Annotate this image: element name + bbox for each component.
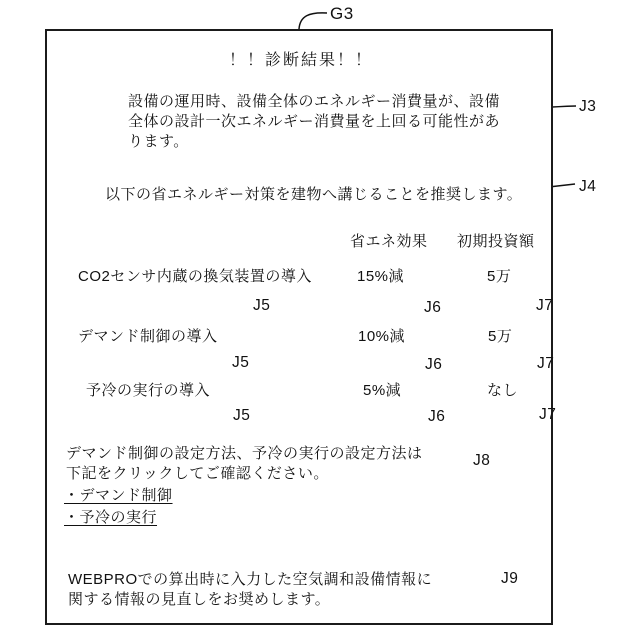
ref-label-j6-row2: J6 (425, 356, 443, 373)
initial-investment-row3: なし (487, 382, 519, 399)
review-notice-line1: WEBPROでの算出時に入力した空気調和設備情報に (68, 571, 433, 588)
setting-guide-line2: 下記をクリックしてご確認ください。 (66, 465, 329, 482)
diagnosis-text-line3: ります。 (128, 133, 189, 150)
energy-saving-effect-row1: 15%減 (357, 268, 405, 285)
energy-saving-effect-row3: 5%減 (363, 382, 402, 399)
ref-label-j5-row2: J5 (232, 354, 250, 371)
ref-label-j9: J9 (501, 570, 519, 587)
ref-label-j3: J3 (579, 98, 597, 115)
g3-leader-line (299, 13, 327, 29)
measure-name-row2: デマンド制御の導入 (78, 328, 218, 345)
measure-name-row3: 予冷の実行の導入 (86, 382, 211, 399)
ref-label-j4: J4 (579, 178, 597, 195)
ref-label-j5-row3: J5 (233, 407, 251, 424)
ref-label-j7-row3: J7 (539, 406, 557, 423)
column-header-effect: 省エネ効果 (350, 233, 428, 250)
measure-name-row1: CO2センサ内蔵の換気装置の導入 (78, 268, 312, 285)
precooling-link[interactable]: ・予冷の実行 (64, 509, 158, 526)
recommendation-intro: 以下の省エネルギー対策を建物へ講じることを推奨します。 (105, 186, 523, 203)
ref-label-j5-row1: J5 (253, 297, 271, 314)
screen-title: ！！診断結果！！ (228, 52, 373, 69)
ref-label-j7-row1: J7 (536, 297, 554, 314)
ref-label-g3: G3 (330, 4, 354, 23)
setting-guide-line1: デマンド制御の設定方法、予冷の実行の設定方法は (66, 445, 423, 462)
ref-label-j6-row3: J6 (428, 408, 446, 425)
ref-label-j7-row2: J7 (537, 355, 555, 372)
initial-investment-row1: 5万 (487, 268, 512, 285)
ref-label-j8: J8 (473, 452, 491, 469)
energy-saving-effect-row2: 10%減 (358, 328, 406, 345)
diagnosis-text-line1: 設備の運用時、設備全体のエネルギー消費量が、設備 (128, 93, 501, 110)
column-header-investment: 初期投資額 (457, 233, 535, 250)
initial-investment-row2: 5万 (488, 328, 513, 345)
diagnosis-text-line2: 全体の設計一次エネルギー消費量を上回る可能性があ (128, 113, 501, 130)
ref-label-j6-row1: J6 (424, 299, 442, 316)
review-notice-line2: 関する情報の見直しをお奨めします。 (68, 591, 331, 608)
demand-control-link[interactable]: ・デマンド制御 (64, 487, 173, 504)
